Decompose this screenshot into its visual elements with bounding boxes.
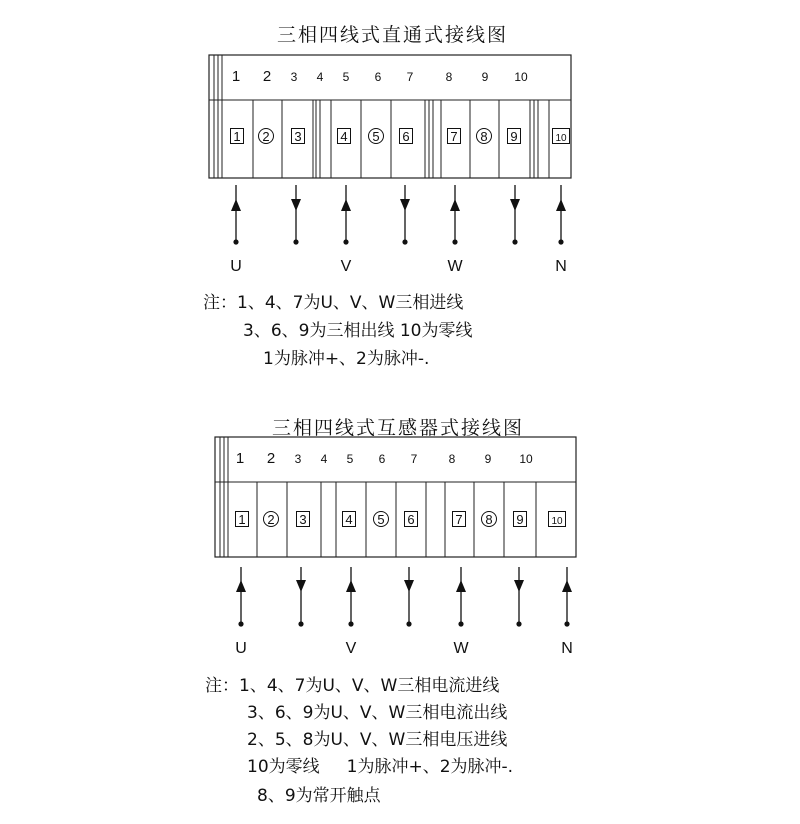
terminal-number-label: 1 (235, 450, 245, 467)
arrow-down-icon (510, 199, 520, 211)
terminal-number-label: 2 (266, 450, 276, 467)
diagram2-note-4: 10为零线 1为脉冲+、2为脉冲-. (247, 757, 514, 777)
terminal-box-label: 2 (267, 512, 275, 527)
terminal-number-label: 3 (290, 70, 298, 84)
terminal-number-label: 10 (519, 452, 533, 466)
terminal-box-label: 1 (238, 512, 246, 527)
diagram1-note-1: 注：1、4、7为U、V、W三相进线 (203, 293, 464, 313)
diagram1-terminal-block (0, 40, 800, 330)
terminal-box-label: 5 (372, 129, 380, 144)
phase-label: W (447, 258, 463, 275)
phase-label: N (555, 258, 567, 275)
terminal-number-label: 4 (320, 452, 328, 466)
terminal-box-label: 4 (340, 129, 348, 144)
arrow-down-icon (296, 580, 306, 592)
phase-label: V (340, 258, 352, 275)
wire-terminal-dot (348, 621, 353, 626)
phase-label: U (235, 640, 247, 657)
diagram2-note-2: 3、6、9为U、V、W三相电流出线 (247, 703, 508, 723)
terminal-box-label: 10 (555, 133, 567, 144)
arrow-up-icon (556, 199, 566, 211)
arrow-down-icon (400, 199, 410, 211)
terminal-number-label: 3 (294, 452, 302, 466)
wire-terminal-dot (343, 239, 348, 244)
arrow-up-icon (231, 199, 241, 211)
diagram2-terminal-block (0, 420, 800, 670)
wire-terminal-dot (238, 621, 243, 626)
terminal-box-label: 8 (480, 129, 488, 144)
arrow-up-icon (456, 580, 466, 592)
terminal-number-label: 9 (484, 452, 492, 466)
terminal-box-label: 6 (407, 512, 415, 527)
arrow-down-icon (514, 580, 524, 592)
diagram1-note-3: 1为脉冲+、2为脉冲-. (263, 349, 430, 369)
terminal-box-label: 9 (516, 512, 524, 527)
arrow-up-icon (562, 580, 572, 592)
diagram2-note-3: 2、5、8为U、V、W三相电压进线 (247, 730, 508, 750)
terminal-number-label: 2 (262, 68, 272, 85)
wire-terminal-dot (564, 621, 569, 626)
terminal-box-label: 6 (402, 129, 410, 144)
terminal-box-label: 4 (345, 512, 353, 527)
wire-terminal-dot (298, 621, 303, 626)
terminal-box-label: 10 (551, 516, 563, 527)
wire-terminal-dot (406, 621, 411, 626)
diagram2-note-1: 注：1、4、7为U、V、W三相电流进线 (205, 676, 500, 696)
wire-terminal-dot (516, 621, 521, 626)
terminal-box-label: 7 (450, 129, 458, 144)
terminal-number-label: 7 (406, 70, 414, 84)
diagram1-note-2: 3、6、9为三相出线 10为零线 (243, 321, 473, 341)
terminal-number-label: 9 (481, 70, 489, 84)
terminal-box-label: 3 (299, 512, 307, 527)
arrow-up-icon (450, 199, 460, 211)
arrow-up-icon (341, 199, 351, 211)
terminal-number-label: 4 (316, 70, 324, 84)
diagram1-title: 三相四线式直通式接线图 (277, 24, 509, 46)
phase-label: N (561, 640, 573, 657)
terminal-number-label: 8 (445, 70, 453, 84)
wire-terminal-dot (293, 239, 298, 244)
terminal-box-label: 2 (262, 129, 270, 144)
terminal-box-label: 3 (294, 129, 302, 144)
diagram2-title: 三相四线式互感器式接线图 (272, 417, 525, 439)
terminal-box-label: 1 (233, 129, 241, 144)
phase-label: V (345, 640, 357, 657)
wire-terminal-dot (458, 621, 463, 626)
phase-label: W (453, 640, 469, 657)
arrow-up-icon (236, 580, 246, 592)
terminal-number-label: 6 (374, 70, 382, 84)
wire-terminal-dot (558, 239, 563, 244)
terminal-number-label: 6 (378, 452, 386, 466)
terminal-box-label: 5 (377, 512, 385, 527)
terminal-number-label: 7 (410, 452, 418, 466)
arrow-up-icon (346, 580, 356, 592)
terminal-box-label: 7 (455, 512, 463, 527)
arrow-down-icon (291, 199, 301, 211)
phase-label: U (230, 258, 242, 275)
terminal-box-label: 9 (510, 129, 518, 144)
arrow-down-icon (404, 580, 414, 592)
terminal-number-label: 10 (514, 70, 528, 84)
terminal-number-label: 5 (346, 452, 354, 466)
terminal-number-label: 1 (231, 68, 241, 85)
wire-terminal-dot (452, 239, 457, 244)
terminal-number-label: 5 (342, 70, 350, 84)
wire-terminal-dot (402, 239, 407, 244)
wire-terminal-dot (233, 239, 238, 244)
diagram2-note-5: 8、9为常开触点 (257, 786, 381, 806)
terminal-number-label: 8 (448, 452, 456, 466)
wire-terminal-dot (512, 239, 517, 244)
terminal-box-label: 8 (485, 512, 493, 527)
